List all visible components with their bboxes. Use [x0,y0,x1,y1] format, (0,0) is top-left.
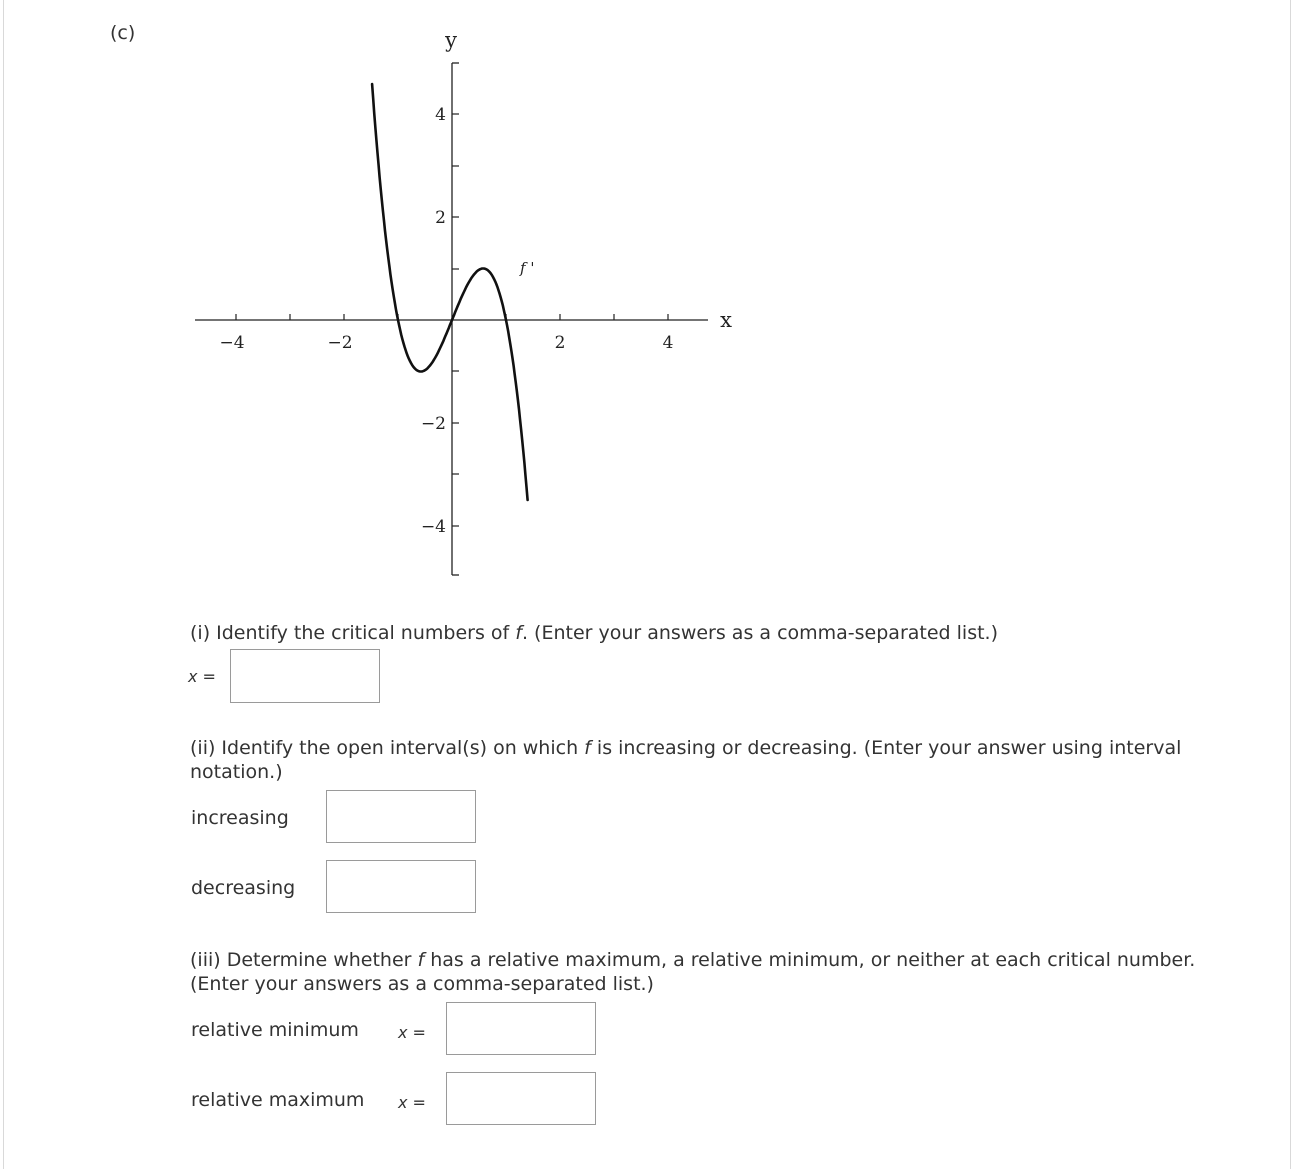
x-equals-label: x = [398,1023,426,1042]
y-tick-label: −4 [420,517,446,537]
x-tick-label: 4 [662,333,674,353]
relative-minimum-input[interactable] [446,1002,596,1055]
increasing-label: increasing [191,807,289,829]
y-tick-label: 4 [435,105,446,125]
decreasing-input[interactable] [326,860,476,913]
x-tick-label: −2 [327,333,353,353]
part-label: (c) [110,22,136,44]
relative-maximum-label: relative maximum [191,1089,365,1111]
x-tick-label: −4 [219,333,245,353]
derivative-curve [372,84,527,500]
question-critical-numbers: (i) Identify the critical numbers of f. (Enter your answers as a comma-separated list.) [190,622,999,644]
decreasing-label: decreasing [191,877,296,899]
relative-maximum-input[interactable] [446,1072,596,1125]
y-axis-label: y [445,28,457,52]
relative-minimum-label: relative minimum [191,1019,359,1041]
x-equals-label: x = [188,667,216,686]
curve-label: f ' [520,259,535,277]
x-equals-label: x = [398,1093,426,1112]
critical-numbers-input[interactable] [230,649,380,703]
y-tick-label: 2 [435,208,446,228]
increasing-input[interactable] [326,790,476,843]
y-tick-label: −2 [420,414,446,434]
question-extrema: (iii) Determine whether f has a relative maximum, a relative minimum, or neither at each critical number. (Enter your answers as a comma-separated list.) [190,949,1196,995]
question-intervals: (ii) Identify the open interval(s) on which f is increasing or decreasing. (Enter your answer using interval notation.) [190,737,1182,783]
x-axis-label: x [720,308,732,332]
x-tick-label: 2 [554,333,566,353]
